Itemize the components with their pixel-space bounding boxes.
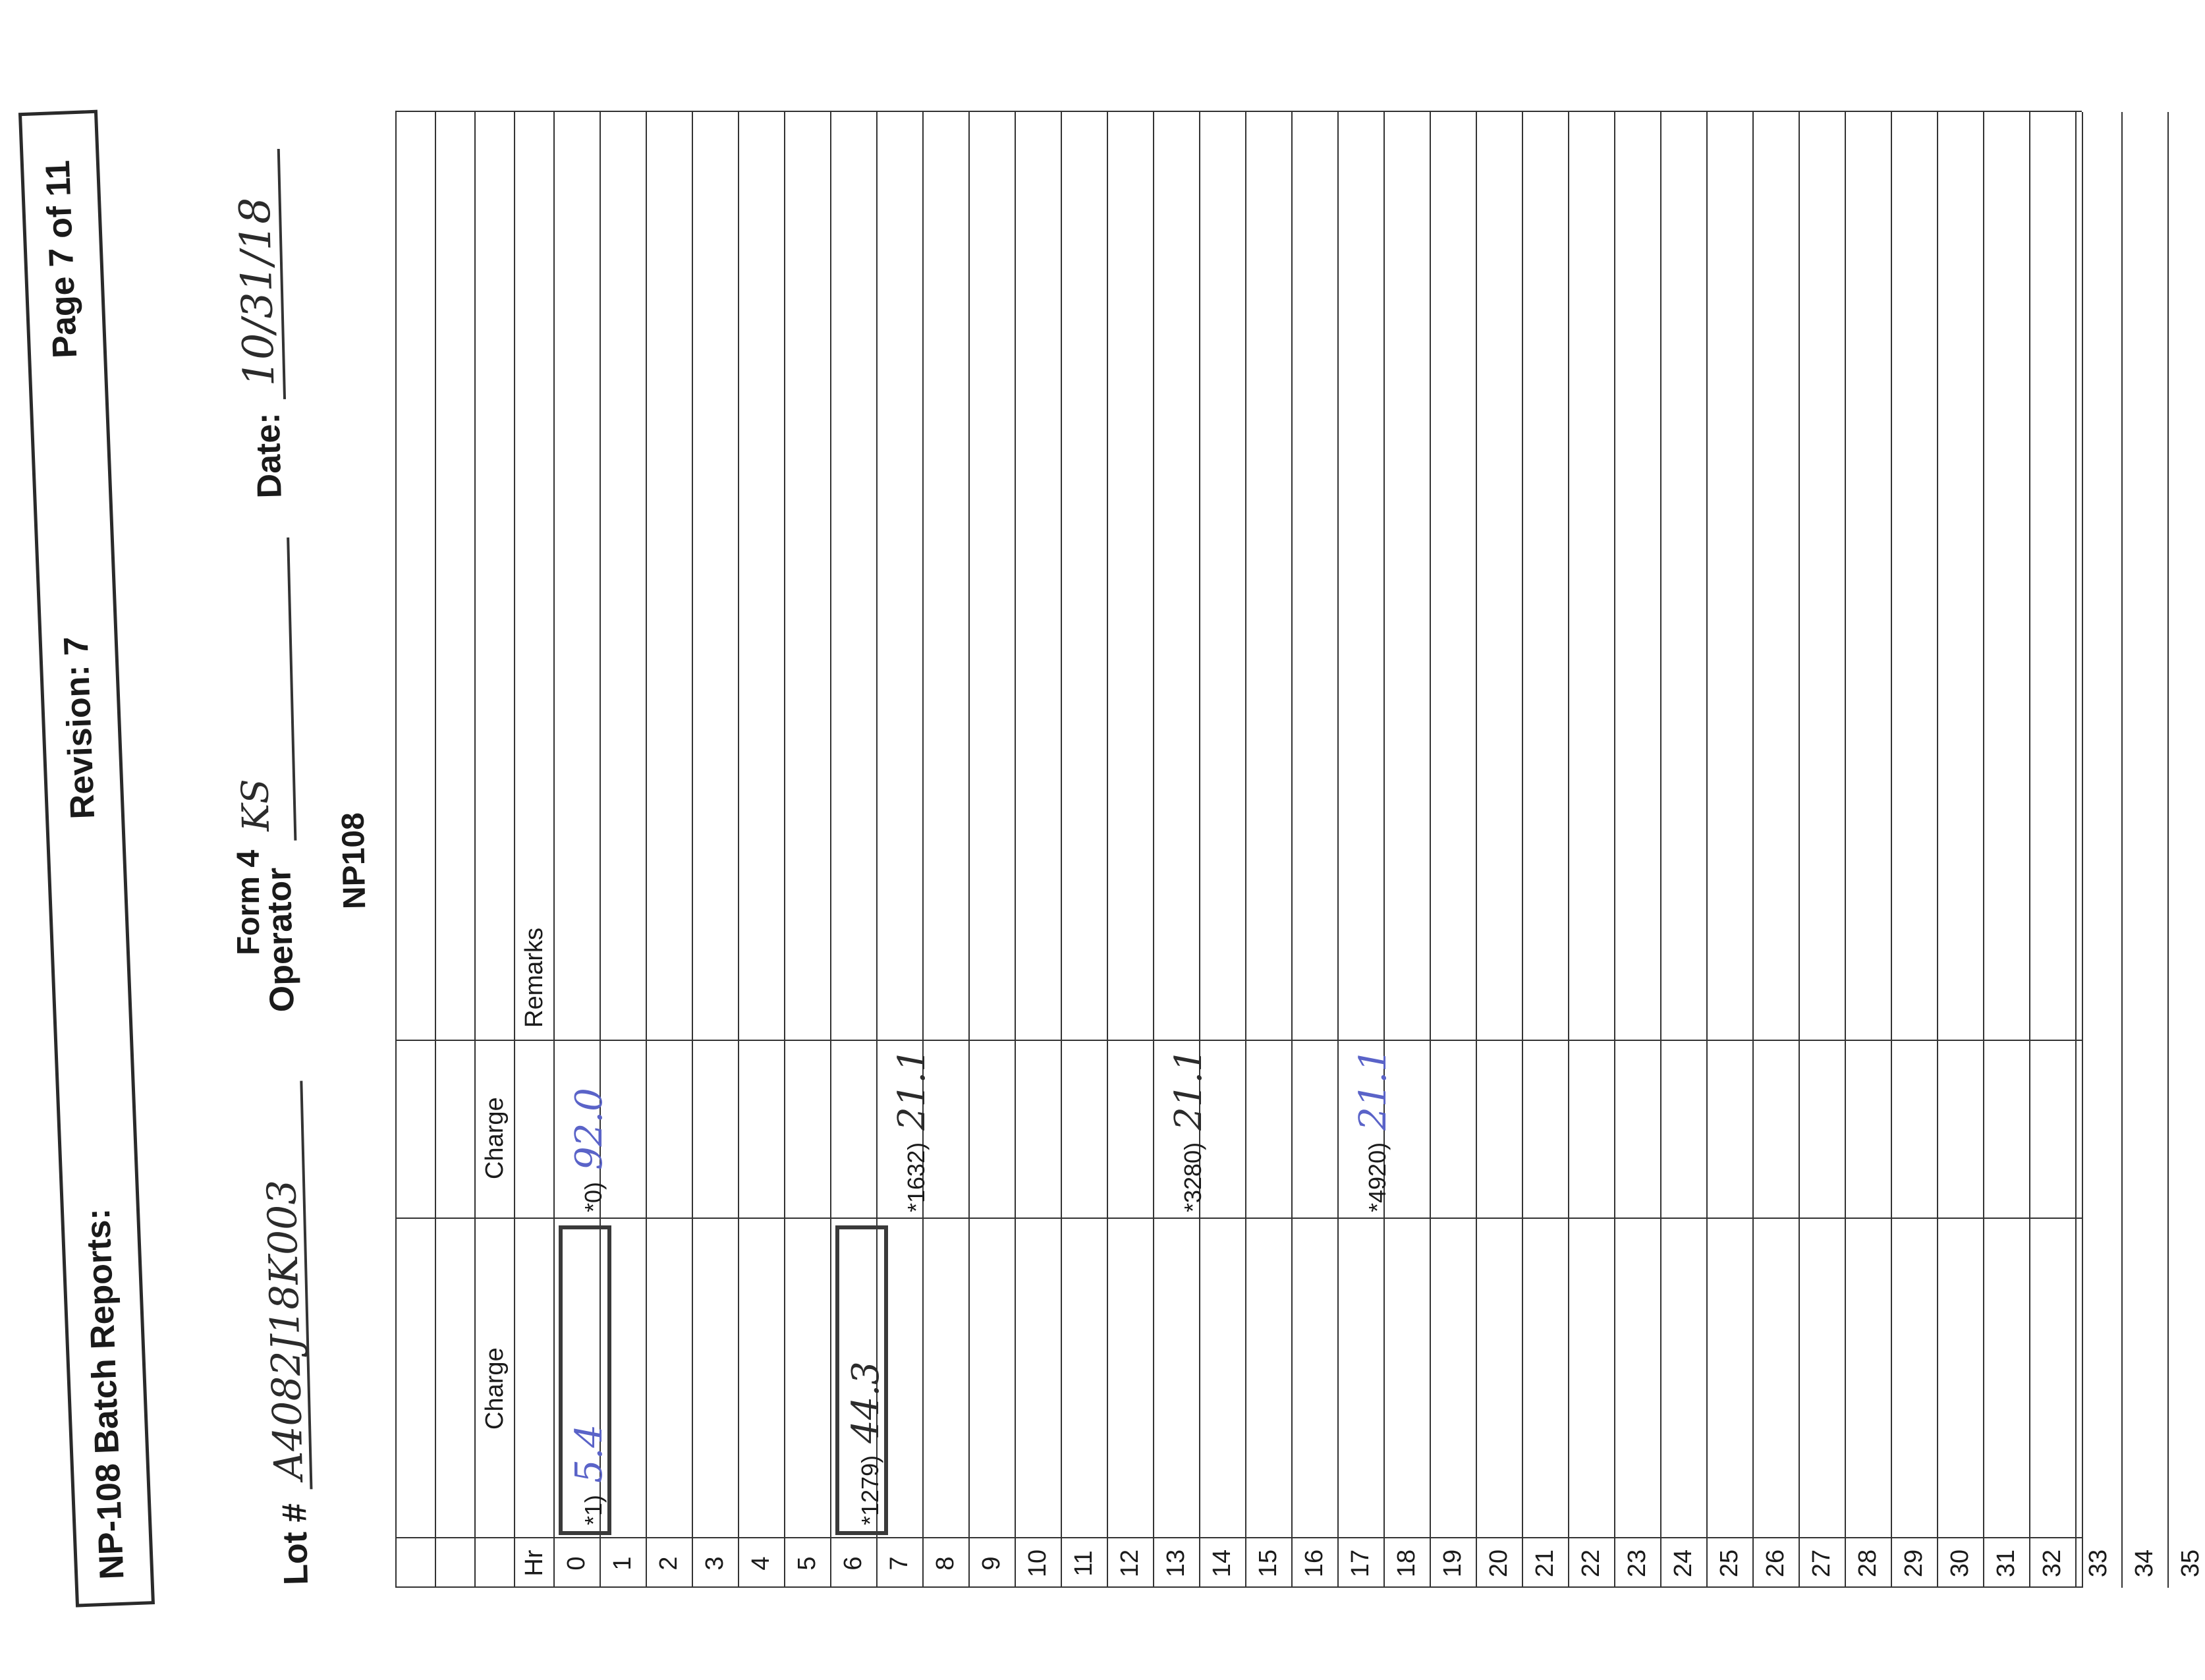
hour-number: 33: [2084, 1549, 2112, 1578]
hr-header: Hr: [520, 1550, 548, 1577]
hour-number: 23: [1623, 1549, 1651, 1578]
charge-header-2: Charge: [481, 1097, 509, 1179]
hour-number: 29: [1900, 1549, 1928, 1578]
hour-number: 1: [609, 1556, 636, 1571]
grid-line: [1430, 112, 1431, 1588]
grid-line: [1337, 112, 1339, 1588]
grid-line: [1291, 112, 1293, 1588]
grid-line: [784, 112, 785, 1588]
hour-number: 16: [1300, 1549, 1328, 1578]
hour-number: 10: [1024, 1549, 1051, 1578]
hour-number: 35: [2177, 1549, 2204, 1578]
hour-number: 20: [1485, 1549, 1513, 1578]
hour-number: 26: [1762, 1549, 1789, 1578]
grid-line: [395, 1040, 2082, 1041]
hour-number: 7: [885, 1556, 913, 1571]
hour-number: 5: [793, 1556, 821, 1571]
grid-line: [474, 112, 476, 1588]
revision-label: Revision: 7: [57, 635, 103, 820]
grid-line: [692, 112, 693, 1588]
hour-number: 24: [1669, 1549, 1697, 1578]
grid-line: [1983, 112, 1984, 1588]
lot-label: Lot #: [275, 1503, 316, 1586]
entry-cell: *1279)44.3: [845, 1361, 887, 1525]
grid-line: [1061, 112, 1062, 1588]
hour-number: 6: [839, 1556, 867, 1571]
hour-number: 22: [1577, 1549, 1605, 1578]
header-box: [18, 110, 155, 1608]
grid-line: [2167, 112, 2169, 1588]
entry-cell: *1)5.4: [568, 1424, 611, 1525]
hour-number: 17: [1347, 1549, 1374, 1578]
grid-line: [1614, 112, 1615, 1588]
entry-cell: *1632)21.1: [891, 1048, 934, 1212]
hour-number: 12: [1116, 1549, 1144, 1578]
hour-number: 27: [1808, 1549, 1835, 1578]
hour-number: 31: [1992, 1549, 2020, 1578]
grid-line: [830, 112, 831, 1588]
hour-number: 32: [2038, 1549, 2066, 1578]
grid-line: [1845, 112, 1846, 1588]
hour-number: 9: [978, 1556, 1005, 1571]
hour-number: 15: [1254, 1549, 1282, 1578]
hour-number: 18: [1393, 1549, 1420, 1578]
hour-number: 14: [1208, 1549, 1236, 1578]
grid-line: [1199, 112, 1200, 1588]
entry-cell: *3280)21.1: [1167, 1048, 1210, 1212]
grid-line: [1522, 112, 1523, 1588]
hour-number: 8: [932, 1556, 959, 1571]
date-value: 10/31/18: [231, 196, 285, 387]
grid-line: [1706, 112, 1708, 1588]
grid-line: [2075, 112, 2077, 1588]
hour-number: 19: [1439, 1549, 1466, 1578]
entry-cell: *4920)21.1: [1352, 1048, 1395, 1212]
hour-number: 0: [563, 1556, 590, 1571]
grid-line: [1891, 112, 1892, 1588]
grid-line: [553, 112, 555, 1588]
remarks-header: Remarks: [520, 927, 548, 1028]
lot-value: A4082J18K003: [258, 1179, 313, 1481]
hour-number: 25: [1716, 1549, 1743, 1578]
hour-number: 13: [1162, 1549, 1190, 1578]
grid-line: [1476, 112, 1477, 1588]
grid-line: [1015, 112, 1016, 1588]
grid-line: [1660, 112, 1661, 1588]
grid-line: [2082, 112, 2083, 1588]
grid-line: [435, 112, 436, 1588]
grid-line: [1107, 112, 1108, 1588]
entry-cell: *0)92.0: [568, 1088, 611, 1212]
grid-line: [2029, 112, 2030, 1588]
grid-line: [2121, 112, 2123, 1588]
operator-value: KS: [234, 778, 279, 832]
grid-line: [1153, 112, 1154, 1588]
grid-line: [1937, 112, 1938, 1588]
grid-line: [395, 112, 397, 1588]
operator-label: Operator: [260, 866, 302, 1013]
grid-line: [395, 1586, 2082, 1588]
date-label: Date:: [248, 412, 289, 499]
grid-line: [514, 112, 515, 1588]
charge-header-1: Charge: [481, 1347, 509, 1430]
grid-line: [395, 1537, 2082, 1538]
document-title: NP-108 Batch Reports:: [78, 1208, 132, 1581]
grid-line: [1799, 112, 1800, 1588]
grid-line: [395, 1218, 2082, 1219]
hour-number: 34: [2131, 1549, 2158, 1578]
hour-number: 21: [1531, 1549, 1559, 1578]
hour-number: 28: [1854, 1549, 1882, 1578]
grid-line: [1383, 112, 1385, 1588]
form-label: Form 4: [231, 849, 266, 955]
grid-line: [1568, 112, 1569, 1588]
hour-number: 30: [1946, 1549, 1974, 1578]
grid-line: [646, 112, 647, 1588]
grid-line: [738, 112, 739, 1588]
hour-number: 2: [655, 1556, 683, 1571]
hour-number: 11: [1070, 1550, 1098, 1577]
grid-line: [1245, 112, 1246, 1588]
batch-grid: [395, 112, 2204, 1588]
page-number: Page 7 of 11: [38, 159, 85, 359]
product-label: NP108: [335, 812, 373, 910]
grid-line: [922, 112, 924, 1588]
hour-number: 3: [701, 1556, 729, 1571]
hour-number: 4: [747, 1556, 775, 1571]
grid-line: [968, 112, 970, 1588]
grid-line: [395, 111, 2082, 112]
grid-line: [1752, 112, 1754, 1588]
